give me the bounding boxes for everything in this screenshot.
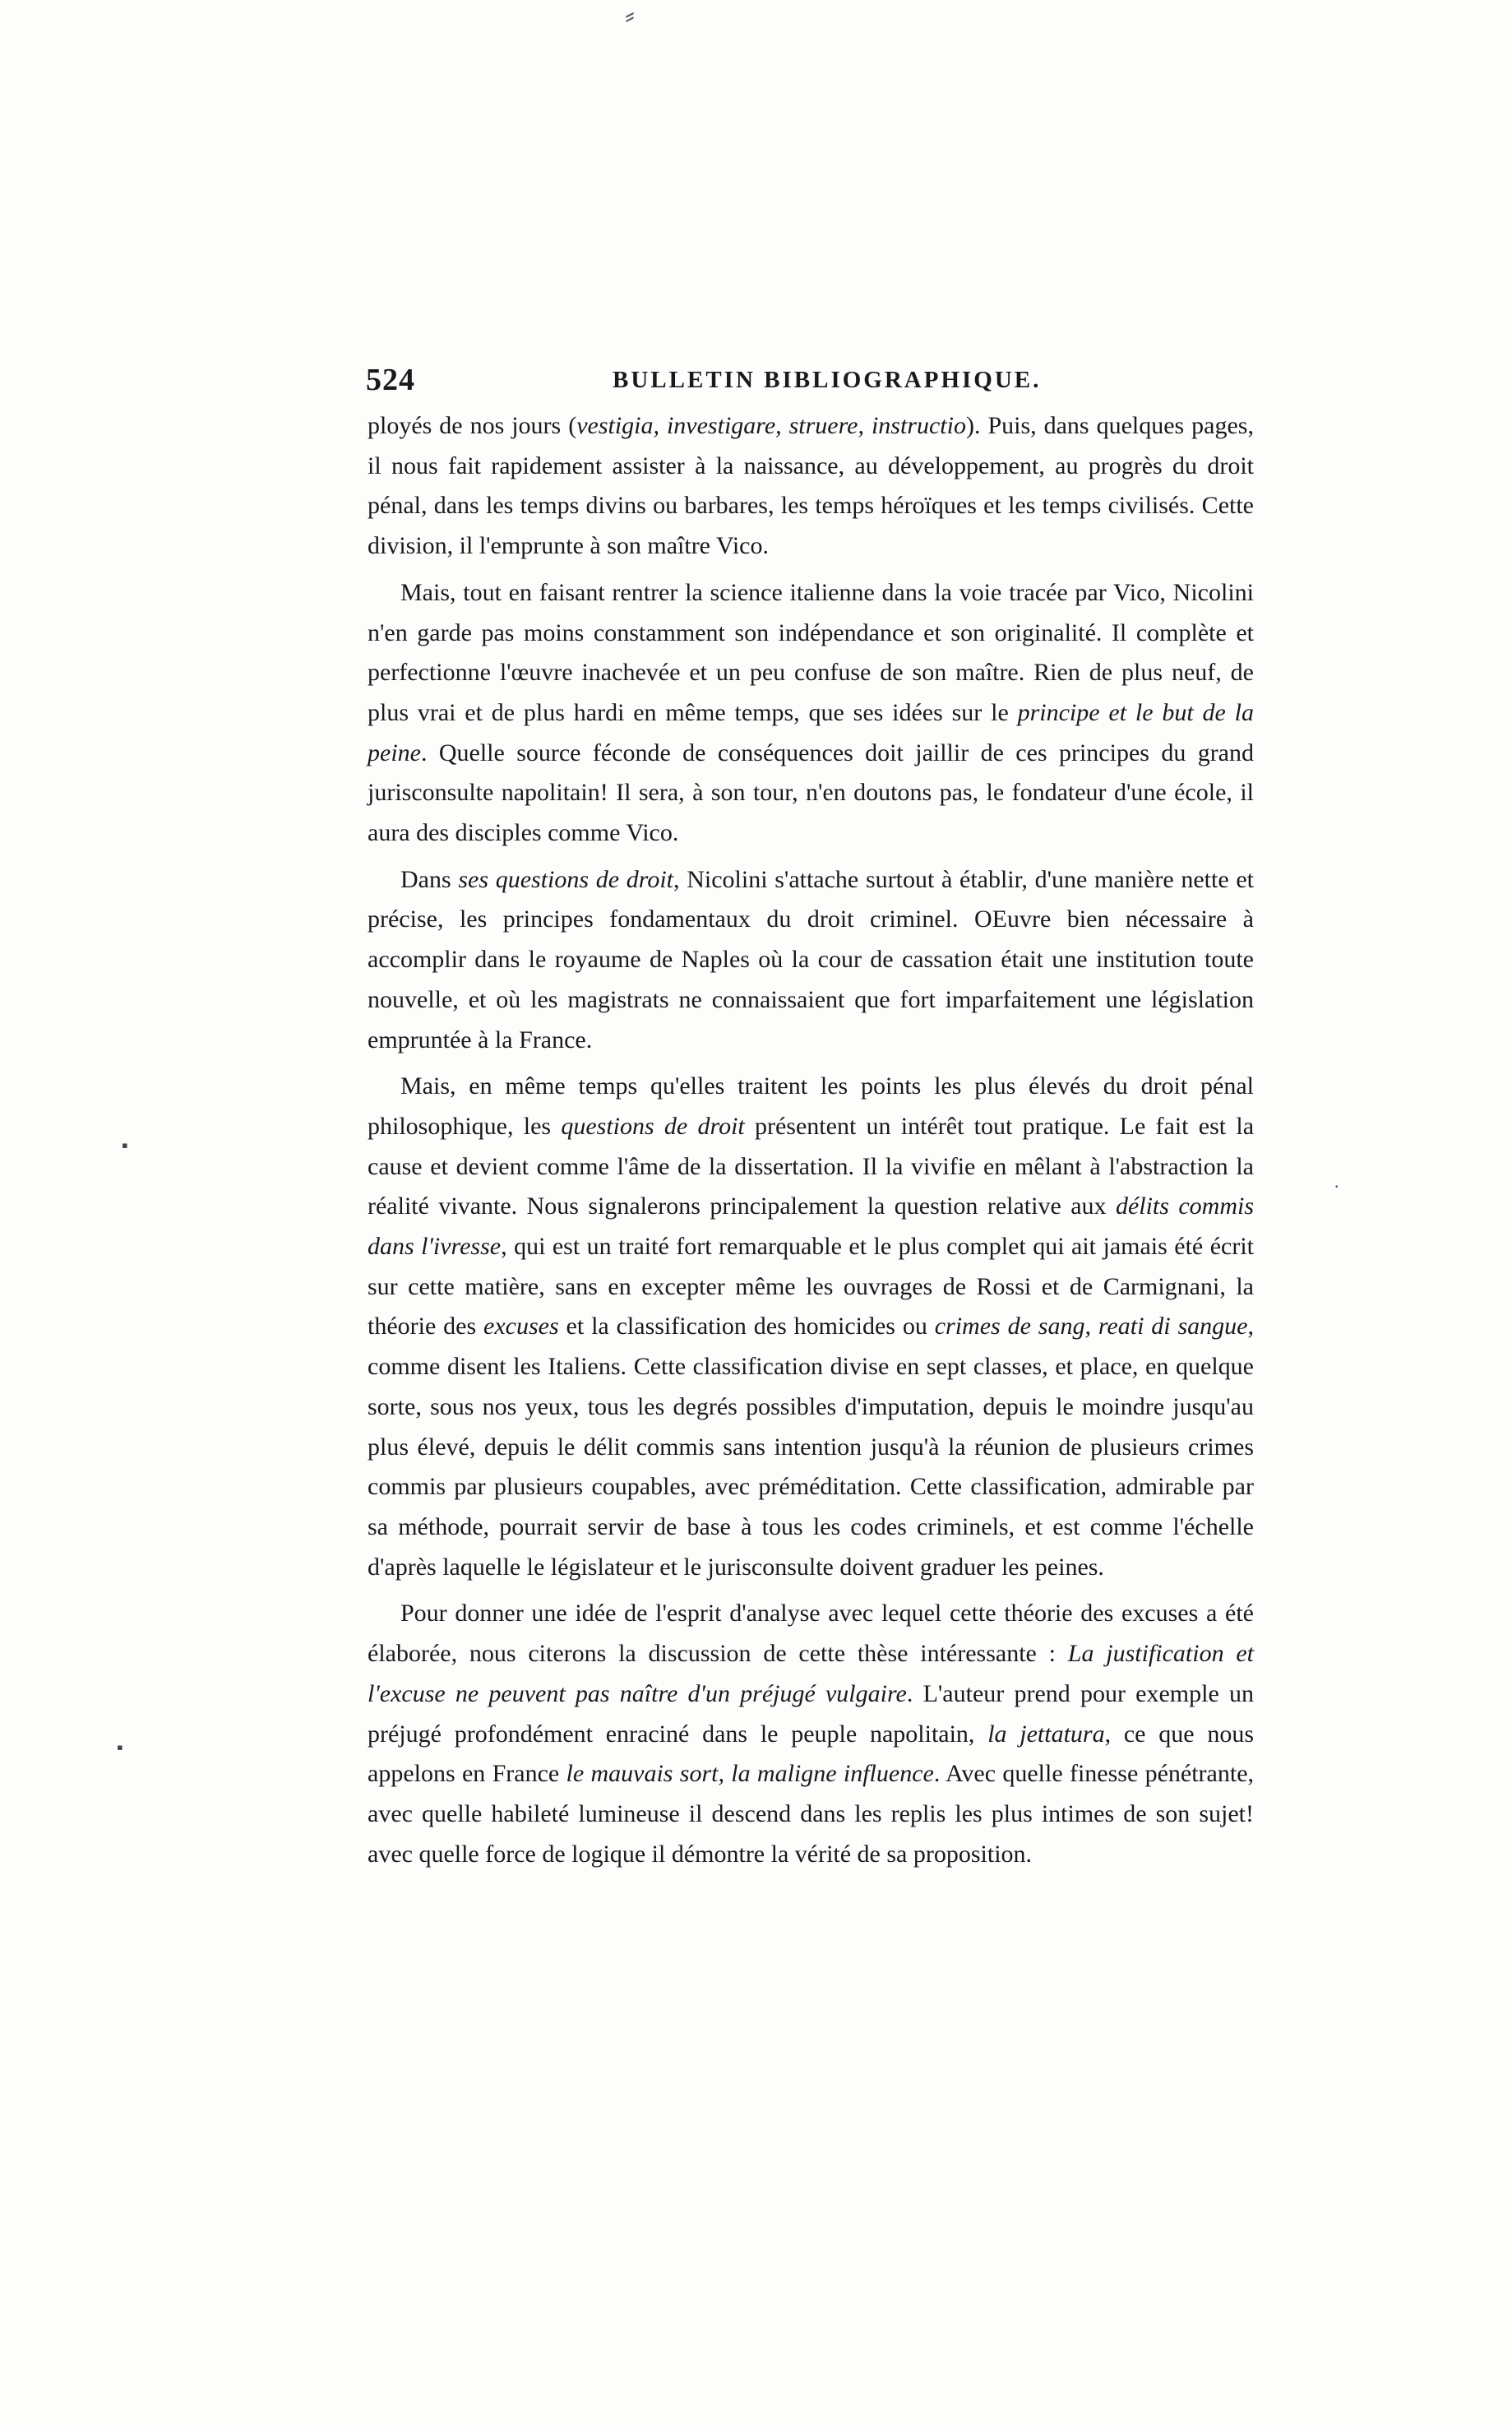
page-header bbox=[366, 362, 1254, 411]
margin-speck: · bbox=[1334, 1176, 1340, 1197]
paragraph bbox=[368, 573, 1254, 854]
paragraph bbox=[368, 406, 1254, 567]
paragraph bbox=[368, 1067, 1254, 1587]
text-run: présentent un intérêt tout pratique. Le fait est la cause et devient comme l'âme de la dissertation. Il la vivifie en mêlant à l'abstraction la réalité vivante. Nous signalerons principalement la question relative aux bbox=[368, 1112, 1255, 1220]
italic-run: vestigia, investigare, struere, instructio bbox=[576, 412, 966, 439]
text-run: ployés de nos jours ( bbox=[368, 412, 577, 439]
margin-speck: ▪ bbox=[117, 1737, 123, 1757]
italic-run: délits commis dans l'ivresse bbox=[368, 1192, 1255, 1261]
italic-run: le mauvais sort, la maligne influence bbox=[566, 1760, 934, 1788]
italic-run: La justification et l'excuse ne peuvent pas naître d'un préjugé vulgaire bbox=[368, 1640, 1255, 1707]
text-run: Mais, tout en faisant rentrer la science italienne dans la voie tracée par Vico, Nicolini n'en garde pas moins constamment son indépendance et son originalité. Il complète et perfectionne l'œuvre inachevée et un peu confuse de son maître. Rien de plus neuf, de plus vrai et de plus hardi en même temps, que ses idées sur le bbox=[368, 578, 1254, 726]
text-run: Mais, en même temps qu'elles traitent les points les plus élevés du droit pénal philosophique, les bbox=[368, 1072, 1254, 1140]
text-run: . Avec quelle finesse pénétrante, avec quelle habileté lumineuse il descend dans les replis les plus intimes de son sujet! avec quelle force de logique il démontre la vérité de sa proposition. bbox=[368, 1760, 1255, 1868]
text-run: Pour donner une idée de l'esprit d'analyse avec lequel cette théorie des excuses a été élaborée, nous citerons la discussion de cette thèse intéressante : bbox=[368, 1600, 1254, 1668]
paragraph bbox=[368, 860, 1254, 1061]
text-run: , comme disent les Italiens. Cette classification divise en sept classes, et place, en quelque sorte, sous nos yeux, tous les degrés possibles d'imputation, depuis le moindre jusqu'au plus élevé, depuis le délit commis sans intention jusqu'à la réunion de plusieurs crimes commis par plusieurs coupables, avec préméditation. Cette classification, admirable par sa méthode, pourrait servir de base à tous les codes criminels, et est comme l'échelle d'après laquelle le législateur et le jurisconsulte doivent graduer les peines. bbox=[368, 1313, 1254, 1581]
text-run: et la classification des homicides ou bbox=[558, 1313, 935, 1341]
page-number: 524 bbox=[366, 363, 415, 397]
italic-run: excuses bbox=[483, 1313, 559, 1341]
margin-speck: ▪ bbox=[122, 1135, 128, 1155]
text-run: ). Puis, dans quelques pages, il nous fait rapidement assister à la naissance, au développement, au progrès du droit pénal, dans les temps divins ou barbares, les temps héroïques et les temps civilisés. Cette division, il l'emprunte à son maître Vico. bbox=[368, 412, 1254, 560]
text-run: , qui est un traité fort remarquable et le plus complet qui ait jamais été écrit sur cette matière, sans en excepter même les ouvrages de Rossi et de Carmignani, la théorie des bbox=[368, 1233, 1254, 1341]
text-run: . Quelle source féconde de conséquences doit jaillir de ces principes du grand jurisconsulte napolitain! Il sera, à son tour, n'en doutons pas, le fondateur d'une école, il aura des disciples comme Vico. bbox=[368, 739, 1254, 847]
ink-mark: ⸗ bbox=[625, 0, 635, 31]
italic-run: principe et le but de la peine bbox=[368, 698, 1255, 766]
body-text bbox=[368, 406, 1254, 1881]
paragraph bbox=[368, 1594, 1254, 1874]
text-run: , ce que nous appelons en France bbox=[368, 1720, 1254, 1788]
italic-run: questions de droit bbox=[561, 1112, 745, 1140]
italic-run: la jettatura bbox=[987, 1720, 1105, 1748]
text-run: , Nicolini s'attache surtout à établir, d'une manière nette et précise, les principes fondamentaux du droit criminel. OEuvre bien nécessaire à accomplir dans le royaume de Naples où la cour de cassation était une institution toute nouvelle, et où les magistrats ne connaissaient que fort imparfaitement une législation empruntée à la France. bbox=[368, 865, 1255, 1053]
running-title: BULLETIN BIBLIOGRAPHIQUE. bbox=[613, 367, 1042, 393]
italic-run: ses questions de droit bbox=[458, 865, 674, 893]
text-run: . L'auteur prend pour exemple un préjugé profondément enraciné dans le peuple napolitain, bbox=[368, 1679, 1254, 1748]
text-run: Dans bbox=[400, 865, 459, 893]
italic-run: crimes de sang, reati di sangue bbox=[934, 1313, 1248, 1341]
